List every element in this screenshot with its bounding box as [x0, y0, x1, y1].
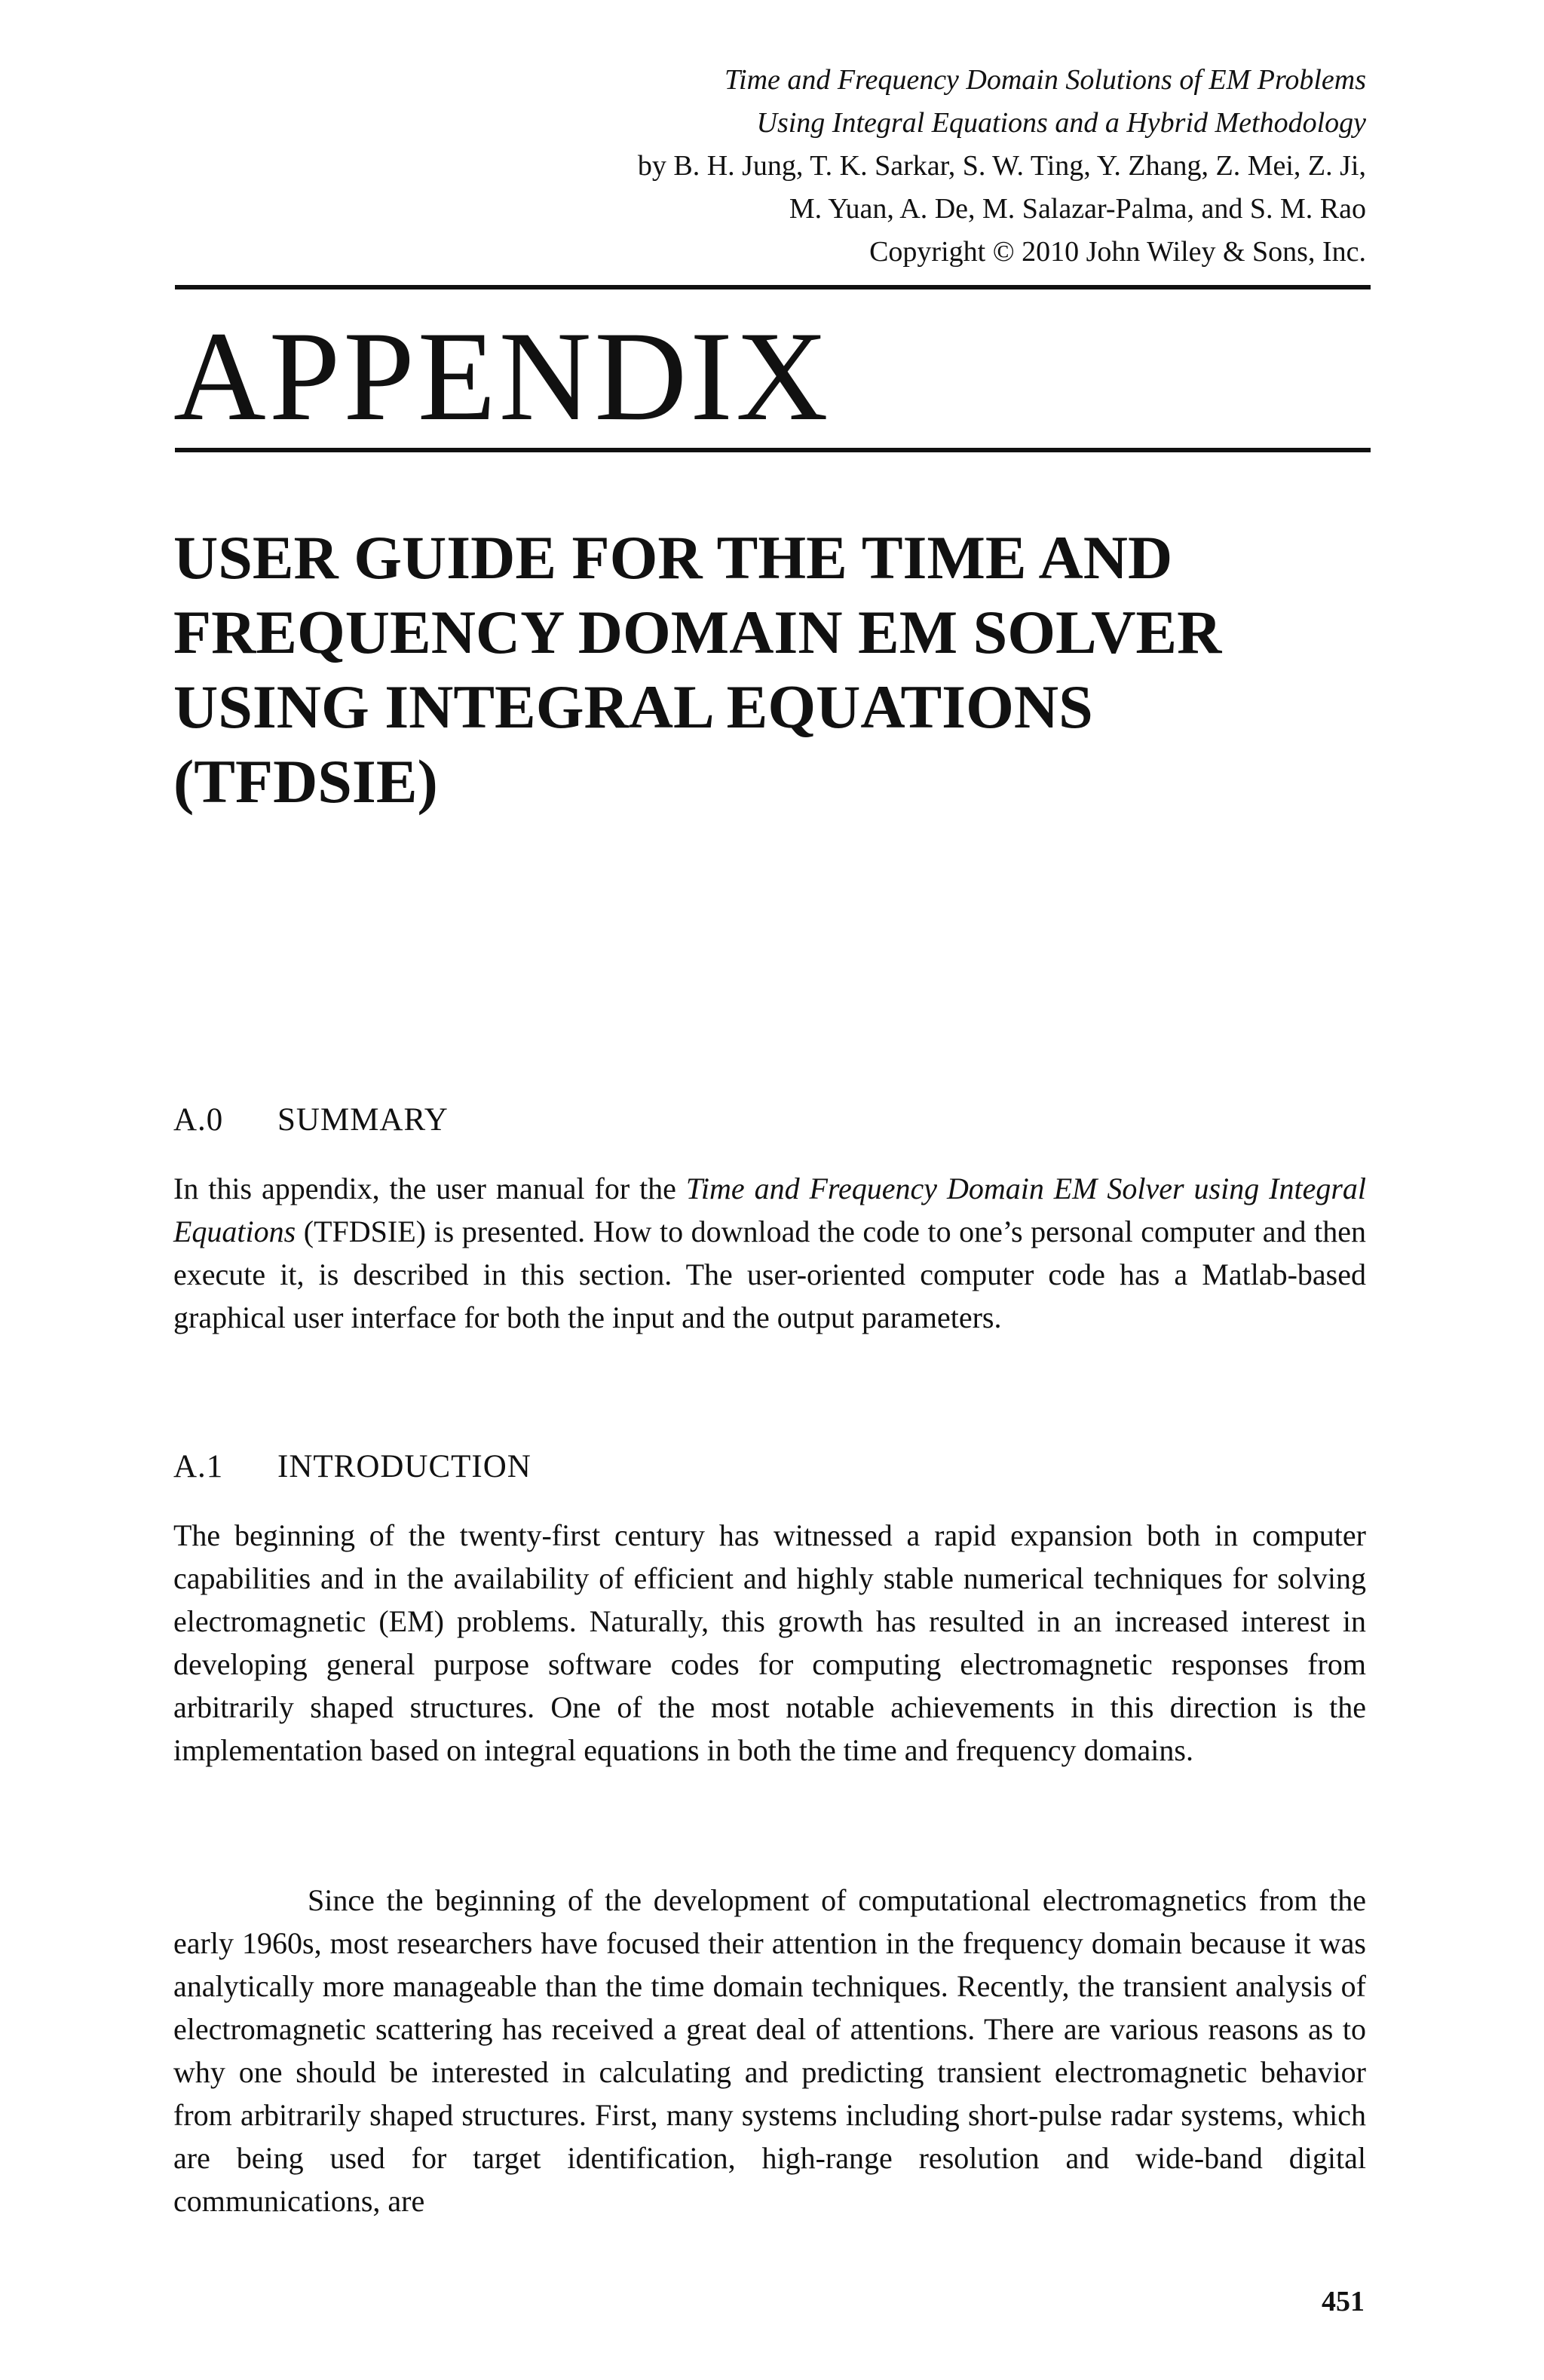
introduction-paragraph-2: Since the beginning of the development of computational electromagnetics from the early 1960s, most researchers have focused their attention in the frequency domain because it was analytically more manageable than the time domain techniques. Recently, the transient analysis of electromagnetic scattering has received a great deal of attentions. There are various reasons as to why one should be interested in calculating and predicting transient electromagnetic behavior from arbitrarily shaped structures. First, many systems including short-pulse radar systems, which are being used for target identification, high-range resolution and wide-band digital communications, are: [173, 1883, 1366, 2218]
citation-book-subtitle: Using Integral Equations and a Hybrid Methodology: [756, 107, 1366, 139]
citation-book-title: Time and Frequency Domain Solutions of EM Problems: [724, 64, 1366, 96]
chapter-title-line4: (TFDSIE): [173, 747, 438, 816]
summary-text-end: (TFDSIE) is presented. How to download the code to one’s personal computer and then execute it, is described in this section. The user-oriented computer code has a Matlab-based graphical user interface for both the input and the output parameters.: [173, 1215, 1366, 1334]
summary-paragraph: [173, 1167, 1366, 1339]
summary-section-number: A.0: [173, 1102, 224, 1138]
top-divider: [175, 285, 1371, 289]
summary-section-title: SUMMARY: [277, 1102, 449, 1138]
introduction-section-title: INTRODUCTION: [277, 1449, 532, 1484]
chapter-title-line3: USING INTEGRAL EQUATIONS: [173, 672, 1093, 741]
summary-text-italic: Time and Frequency Domain EM Solver using Integral Equations: [173, 1172, 1367, 1248]
chapter-title: [173, 520, 1380, 819]
bottom-divider: [175, 448, 1371, 452]
citation-block: [537, 59, 1366, 274]
summary-text-start: In this appendix, the user manual for the: [173, 1172, 686, 1205]
summary-heading: [173, 1099, 449, 1141]
introduction-section-number: A.1: [173, 1449, 224, 1484]
citation-authors-line2: M. Yuan, A. De, M. Salazar-Palma, and S. M. Rao: [789, 193, 1366, 225]
chapter-title-line1: USER GUIDE FOR THE TIME AND: [173, 523, 1173, 592]
introduction-paragraph-1: The beginning of the twenty-first century has witnessed a rapid expansion both in computer capabilities and in the availability of efficient and highly stable numerical techniques for solving electromagnetic (EM) problems. Naturally, this growth has resulted in an increased interest in developing general purpose software codes for computing electromagnetic responses from arbitrarily shaped structures. One of the most notable achievements in this direction is the implementation based on integral equations in both the time and frequency domains.: [173, 1518, 1366, 1767]
citation-copyright: Copyright © 2010 John Wiley & Sons, Inc.: [869, 236, 1366, 268]
citation-authors-line1: by B. H. Jung, T. K. Sarkar, S. W. Ting, Y. Zhang, Z. Mei, Z. Ji,: [637, 150, 1366, 182]
page-number: 451: [1322, 2286, 1365, 2317]
introduction-heading: [173, 1446, 532, 1488]
appendix-label: APPENDIX: [173, 305, 832, 447]
chapter-title-line2: FREQUENCY DOMAIN EM SOLVER: [173, 598, 1222, 666]
